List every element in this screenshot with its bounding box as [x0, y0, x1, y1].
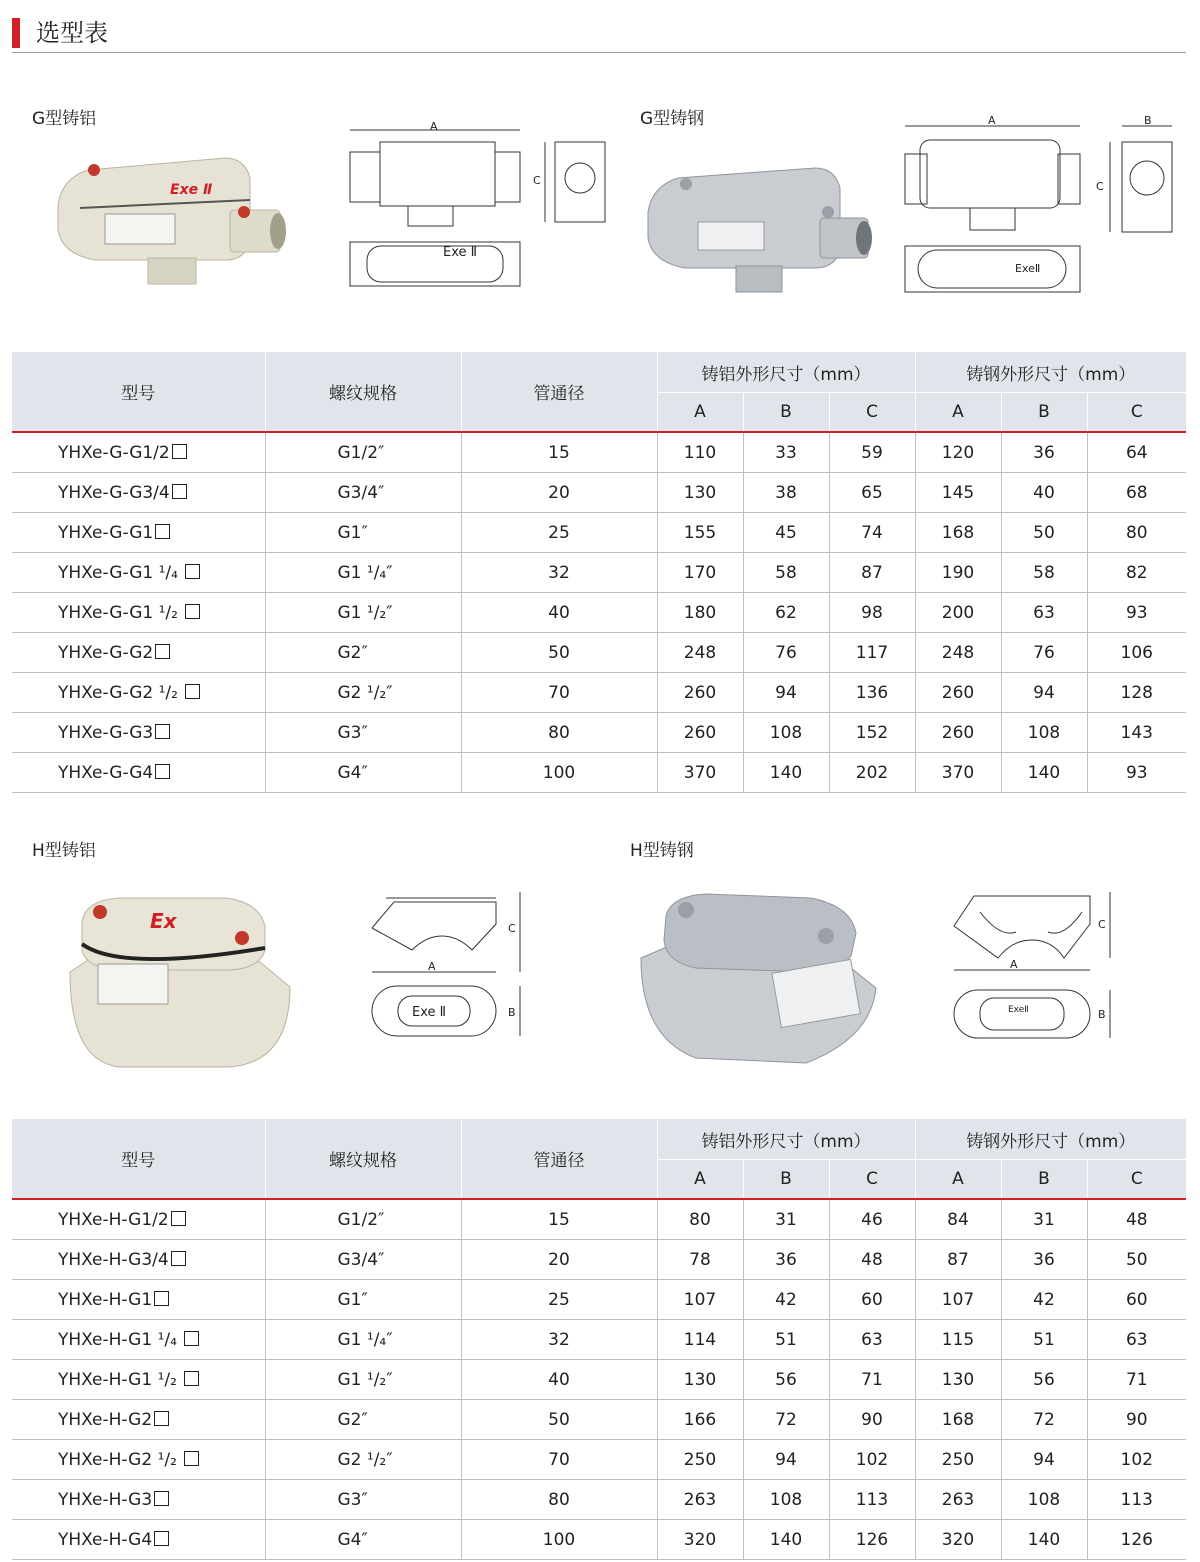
al-c-cell: 102 [829, 1440, 915, 1480]
g-st-dim-c: C [1096, 180, 1104, 193]
al-a-cell: 155 [657, 513, 743, 553]
model-cell: YHXe-G-G1 [58, 522, 154, 543]
model-cell: YHXe-G-G2 [58, 642, 154, 663]
al-b-cell: 72 [743, 1400, 829, 1440]
st-c-cell: 48 [1087, 1199, 1186, 1240]
st-a-cell: 370 [915, 753, 1001, 793]
header-accent-bar [12, 18, 20, 48]
g-steel-photo [640, 160, 880, 300]
checkbox-square-icon [172, 444, 187, 459]
table-row [12, 1360, 1186, 1400]
al-b-cell: 42 [743, 1280, 829, 1320]
g-al-dim-a: A [430, 120, 438, 133]
checkbox-square-icon [171, 1251, 186, 1266]
model-cell: YHXe-H-G3/4 [58, 1249, 169, 1270]
al-a-cell: 78 [657, 1240, 743, 1280]
col-al-b: B [743, 393, 829, 433]
st-c-cell: 126 [1087, 1520, 1186, 1560]
thread-cell: G2 ¹/₂″ [265, 1440, 461, 1480]
al-b-cell: 33 [743, 432, 829, 473]
al-a-cell: 320 [657, 1520, 743, 1560]
model-cell: YHXe-G-G4 [58, 762, 154, 783]
table-row [12, 432, 1186, 473]
col-thread: 螺纹规格 [265, 352, 461, 432]
al-a-cell: 130 [657, 1360, 743, 1400]
checkbox-square-icon [154, 1291, 169, 1306]
st-c-cell: 71 [1087, 1360, 1186, 1400]
g-steel-label: G型铸钢 [640, 109, 705, 129]
table-row [12, 1400, 1186, 1440]
model-cell: YHXe-G-G1/2 [58, 442, 170, 463]
st-b-cell: 63 [1001, 593, 1087, 633]
al-a-cell: 248 [657, 633, 743, 673]
col-st-b: B [1001, 393, 1087, 433]
model-cell: YHXe-G-G1 ¹/₂ [58, 602, 184, 623]
al-b-cell: 51 [743, 1320, 829, 1360]
table-row [12, 753, 1186, 793]
al-b-cell: 140 [743, 1520, 829, 1560]
col-al-c: C [829, 1160, 915, 1200]
al-b-cell: 45 [743, 513, 829, 553]
model-cell: YHXe-H-G1 [58, 1289, 153, 1310]
model-cell: YHXe-H-G4 [58, 1529, 153, 1550]
col-st-a: A [915, 1160, 1001, 1200]
st-a-cell: 190 [915, 553, 1001, 593]
h-steel-drawing [950, 888, 1120, 1048]
g-st-drawing-mark: ExeⅡ [1015, 262, 1041, 275]
al-b-cell: 56 [743, 1360, 829, 1400]
st-a-cell: 320 [915, 1520, 1001, 1560]
al-a-cell: 130 [657, 473, 743, 513]
table-row [12, 513, 1186, 553]
thread-cell: G4″ [265, 753, 461, 793]
al-c-cell: 152 [829, 713, 915, 753]
dn-cell: 80 [461, 1480, 657, 1520]
st-b-cell: 94 [1001, 1440, 1087, 1480]
st-a-cell: 87 [915, 1240, 1001, 1280]
thread-cell: G2 ¹/₂″ [265, 673, 461, 713]
dn-cell: 32 [461, 553, 657, 593]
checkbox-square-icon [184, 1451, 199, 1466]
g-type-spec-table [12, 352, 1186, 793]
st-a-cell: 120 [915, 432, 1001, 473]
g-aluminum-photo-mark: Exe Ⅱ [170, 182, 213, 198]
checkbox-square-icon [184, 1371, 199, 1386]
dn-cell: 80 [461, 713, 657, 753]
col-st-c: C [1087, 1160, 1186, 1200]
table-row [12, 713, 1186, 753]
st-b-cell: 140 [1001, 753, 1087, 793]
table-row [12, 1520, 1186, 1560]
al-a-cell: 170 [657, 553, 743, 593]
model-cell: YHXe-H-G2 [58, 1409, 153, 1430]
table-row [12, 473, 1186, 513]
thread-cell: G3″ [265, 1480, 461, 1520]
thread-cell: G1 ¹/₄″ [265, 553, 461, 593]
st-b-cell: 76 [1001, 633, 1087, 673]
col-st-c: C [1087, 393, 1186, 433]
h-aluminum-photo-mark: Ex [150, 909, 177, 933]
model-cell: YHXe-G-G1 ¹/₄ [58, 562, 184, 583]
checkbox-square-icon [155, 724, 170, 739]
st-a-cell: 250 [915, 1440, 1001, 1480]
st-c-cell: 106 [1087, 633, 1186, 673]
al-b-cell: 36 [743, 1240, 829, 1280]
st-a-cell: 130 [915, 1360, 1001, 1400]
al-c-cell: 202 [829, 753, 915, 793]
st-b-cell: 72 [1001, 1400, 1087, 1440]
col-al-a: A [657, 1160, 743, 1200]
thread-cell: G2″ [265, 1400, 461, 1440]
table-row [12, 553, 1186, 593]
al-b-cell: 58 [743, 553, 829, 593]
st-c-cell: 82 [1087, 553, 1186, 593]
st-b-cell: 50 [1001, 513, 1087, 553]
col-diameter: 管通径 [461, 352, 657, 432]
al-c-cell: 60 [829, 1280, 915, 1320]
page-header [12, 14, 1186, 53]
al-c-cell: 74 [829, 513, 915, 553]
thread-cell: G1 ¹/₂″ [265, 593, 461, 633]
al-a-cell: 107 [657, 1280, 743, 1320]
col-model: 型号 [12, 1119, 265, 1199]
dn-cell: 100 [461, 1520, 657, 1560]
st-b-cell: 42 [1001, 1280, 1087, 1320]
st-a-cell: 107 [915, 1280, 1001, 1320]
g-aluminum-label: G型铸铝 [32, 109, 97, 129]
g-st-dim-a: A [988, 114, 996, 127]
al-c-cell: 117 [829, 633, 915, 673]
st-a-cell: 263 [915, 1480, 1001, 1520]
al-c-cell: 87 [829, 553, 915, 593]
st-c-cell: 113 [1087, 1480, 1186, 1520]
dn-cell: 15 [461, 432, 657, 473]
thread-cell: G1″ [265, 513, 461, 553]
dn-cell: 20 [461, 1240, 657, 1280]
thread-cell: G1/2″ [265, 1199, 461, 1240]
al-c-cell: 136 [829, 673, 915, 713]
dn-cell: 50 [461, 633, 657, 673]
g-al-dim-c: C [533, 174, 541, 187]
st-b-cell: 31 [1001, 1199, 1087, 1240]
checkbox-square-icon [154, 1491, 169, 1506]
model-cell: YHXe-H-G1 ¹/₄ [58, 1329, 183, 1350]
table-row [12, 1480, 1186, 1520]
al-a-cell: 260 [657, 713, 743, 753]
checkbox-square-icon [155, 764, 170, 779]
h-steel-label: H型铸钢 [630, 841, 694, 861]
dn-cell: 15 [461, 1199, 657, 1240]
thread-cell: G3″ [265, 713, 461, 753]
st-b-cell: 36 [1001, 1240, 1087, 1280]
al-a-cell: 370 [657, 753, 743, 793]
thread-cell: G1 ¹/₄″ [265, 1320, 461, 1360]
al-b-cell: 94 [743, 1440, 829, 1480]
st-a-cell: 115 [915, 1320, 1001, 1360]
st-a-cell: 168 [915, 513, 1001, 553]
checkbox-square-icon [172, 484, 187, 499]
st-b-cell: 108 [1001, 1480, 1087, 1520]
st-b-cell: 94 [1001, 673, 1087, 713]
st-a-cell: 84 [915, 1199, 1001, 1240]
thread-cell: G1 ¹/₂″ [265, 1360, 461, 1400]
h-st-dim-a: A [1010, 958, 1018, 971]
st-b-cell: 56 [1001, 1360, 1087, 1400]
checkbox-square-icon [185, 684, 200, 699]
st-b-cell: 36 [1001, 432, 1087, 473]
st-c-cell: 90 [1087, 1400, 1186, 1440]
al-b-cell: 140 [743, 753, 829, 793]
st-c-cell: 93 [1087, 753, 1186, 793]
st-c-cell: 93 [1087, 593, 1186, 633]
al-a-cell: 80 [657, 1199, 743, 1240]
st-c-cell: 143 [1087, 713, 1186, 753]
st-a-cell: 145 [915, 473, 1001, 513]
table-row [12, 1240, 1186, 1280]
thread-cell: G2″ [265, 633, 461, 673]
col-al-b: B [743, 1160, 829, 1200]
al-a-cell: 180 [657, 593, 743, 633]
st-b-cell: 51 [1001, 1320, 1087, 1360]
model-cell: YHXe-H-G1 ¹/₂ [58, 1369, 183, 1390]
dn-cell: 100 [461, 753, 657, 793]
table-row [12, 1280, 1186, 1320]
al-a-cell: 263 [657, 1480, 743, 1520]
st-c-cell: 64 [1087, 432, 1186, 473]
thread-cell: G3/4″ [265, 1240, 461, 1280]
st-c-cell: 102 [1087, 1440, 1186, 1480]
h-al-dim-b: B [508, 1006, 516, 1019]
col-al-c: C [829, 393, 915, 433]
al-c-cell: 113 [829, 1480, 915, 1520]
al-b-cell: 31 [743, 1199, 829, 1240]
checkbox-square-icon [185, 564, 200, 579]
al-a-cell: 110 [657, 432, 743, 473]
dn-cell: 40 [461, 1360, 657, 1400]
thread-cell: G1″ [265, 1280, 461, 1320]
table-row [12, 593, 1186, 633]
al-a-cell: 114 [657, 1320, 743, 1360]
col-st-a: A [915, 393, 1001, 433]
col-al-a: A [657, 393, 743, 433]
col-steel-dims: 铸钢外形尺寸（mm） [915, 1119, 1186, 1160]
h-aluminum-label: H型铸铝 [32, 841, 96, 861]
h-aluminum-photo [60, 892, 295, 1072]
g-aluminum-photo [50, 150, 290, 290]
al-c-cell: 65 [829, 473, 915, 513]
st-a-cell: 260 [915, 713, 1001, 753]
col-model: 型号 [12, 352, 265, 432]
checkbox-square-icon [155, 644, 170, 659]
thread-cell: G3/4″ [265, 473, 461, 513]
h-aluminum-drawing [368, 888, 533, 1043]
h-st-dim-c: C [1098, 918, 1106, 931]
col-st-b: B [1001, 1160, 1087, 1200]
al-b-cell: 108 [743, 713, 829, 753]
checkbox-square-icon [155, 524, 170, 539]
al-c-cell: 126 [829, 1520, 915, 1560]
page-title: 选型表 [36, 19, 108, 47]
st-c-cell: 50 [1087, 1240, 1186, 1280]
dn-cell: 32 [461, 1320, 657, 1360]
col-diameter: 管通径 [461, 1119, 657, 1199]
col-thread: 螺纹规格 [265, 1119, 461, 1199]
al-b-cell: 38 [743, 473, 829, 513]
table-row [12, 1440, 1186, 1480]
dn-cell: 70 [461, 673, 657, 713]
al-c-cell: 48 [829, 1240, 915, 1280]
h-st-dim-b: B [1098, 1008, 1106, 1021]
checkbox-square-icon [171, 1211, 186, 1226]
table-row [12, 1199, 1186, 1240]
checkbox-square-icon [184, 1331, 199, 1346]
al-c-cell: 98 [829, 593, 915, 633]
h-al-dim-a: A [428, 960, 436, 973]
dn-cell: 50 [461, 1400, 657, 1440]
g-aluminum-drawing [345, 118, 610, 293]
model-cell: YHXe-G-G3 [58, 722, 154, 743]
st-b-cell: 140 [1001, 1520, 1087, 1560]
dn-cell: 40 [461, 593, 657, 633]
st-c-cell: 128 [1087, 673, 1186, 713]
col-aluminum-dims: 铸铝外形尺寸（mm） [657, 1119, 915, 1160]
al-b-cell: 94 [743, 673, 829, 713]
checkbox-square-icon [154, 1531, 169, 1546]
st-b-cell: 108 [1001, 713, 1087, 753]
table-row [12, 1320, 1186, 1360]
h-type-spec-table [12, 1119, 1186, 1560]
al-b-cell: 108 [743, 1480, 829, 1520]
al-c-cell: 46 [829, 1199, 915, 1240]
g-steel-drawing [900, 112, 1185, 297]
model-cell: YHXe-H-G1/2 [58, 1209, 169, 1230]
g-al-drawing-mark: Exe Ⅱ [443, 245, 478, 260]
st-c-cell: 60 [1087, 1280, 1186, 1320]
al-c-cell: 71 [829, 1360, 915, 1400]
al-c-cell: 63 [829, 1320, 915, 1360]
al-b-cell: 62 [743, 593, 829, 633]
st-b-cell: 40 [1001, 473, 1087, 513]
al-a-cell: 250 [657, 1440, 743, 1480]
al-c-cell: 59 [829, 432, 915, 473]
al-a-cell: 260 [657, 673, 743, 713]
checkbox-square-icon [185, 604, 200, 619]
h-st-drawing-mark: ExeⅡ [1008, 1005, 1029, 1015]
st-c-cell: 68 [1087, 473, 1186, 513]
thread-cell: G1/2″ [265, 432, 461, 473]
thread-cell: G4″ [265, 1520, 461, 1560]
col-steel-dims: 铸钢外形尺寸（mm） [915, 352, 1186, 393]
model-cell: YHXe-H-G2 ¹/₂ [58, 1449, 183, 1470]
table-row [12, 633, 1186, 673]
col-aluminum-dims: 铸铝外形尺寸（mm） [657, 352, 915, 393]
st-a-cell: 260 [915, 673, 1001, 713]
dn-cell: 20 [461, 473, 657, 513]
st-a-cell: 168 [915, 1400, 1001, 1440]
al-b-cell: 76 [743, 633, 829, 673]
table-row [12, 673, 1186, 713]
h-al-drawing-mark: Exe Ⅱ [412, 1005, 447, 1020]
g-st-dim-b: B [1144, 114, 1152, 127]
model-cell: YHXe-G-G3/4 [58, 482, 170, 503]
h-al-dim-c: C [508, 922, 516, 935]
al-c-cell: 90 [829, 1400, 915, 1440]
h-steel-photo [636, 888, 881, 1068]
st-a-cell: 200 [915, 593, 1001, 633]
st-b-cell: 58 [1001, 553, 1087, 593]
dn-cell: 25 [461, 513, 657, 553]
model-cell: YHXe-G-G2 ¹/₂ [58, 682, 184, 703]
dn-cell: 70 [461, 1440, 657, 1480]
model-cell: YHXe-H-G3 [58, 1489, 153, 1510]
al-a-cell: 166 [657, 1400, 743, 1440]
st-a-cell: 248 [915, 633, 1001, 673]
st-c-cell: 80 [1087, 513, 1186, 553]
checkbox-square-icon [154, 1411, 169, 1426]
dn-cell: 25 [461, 1280, 657, 1320]
st-c-cell: 63 [1087, 1320, 1186, 1360]
